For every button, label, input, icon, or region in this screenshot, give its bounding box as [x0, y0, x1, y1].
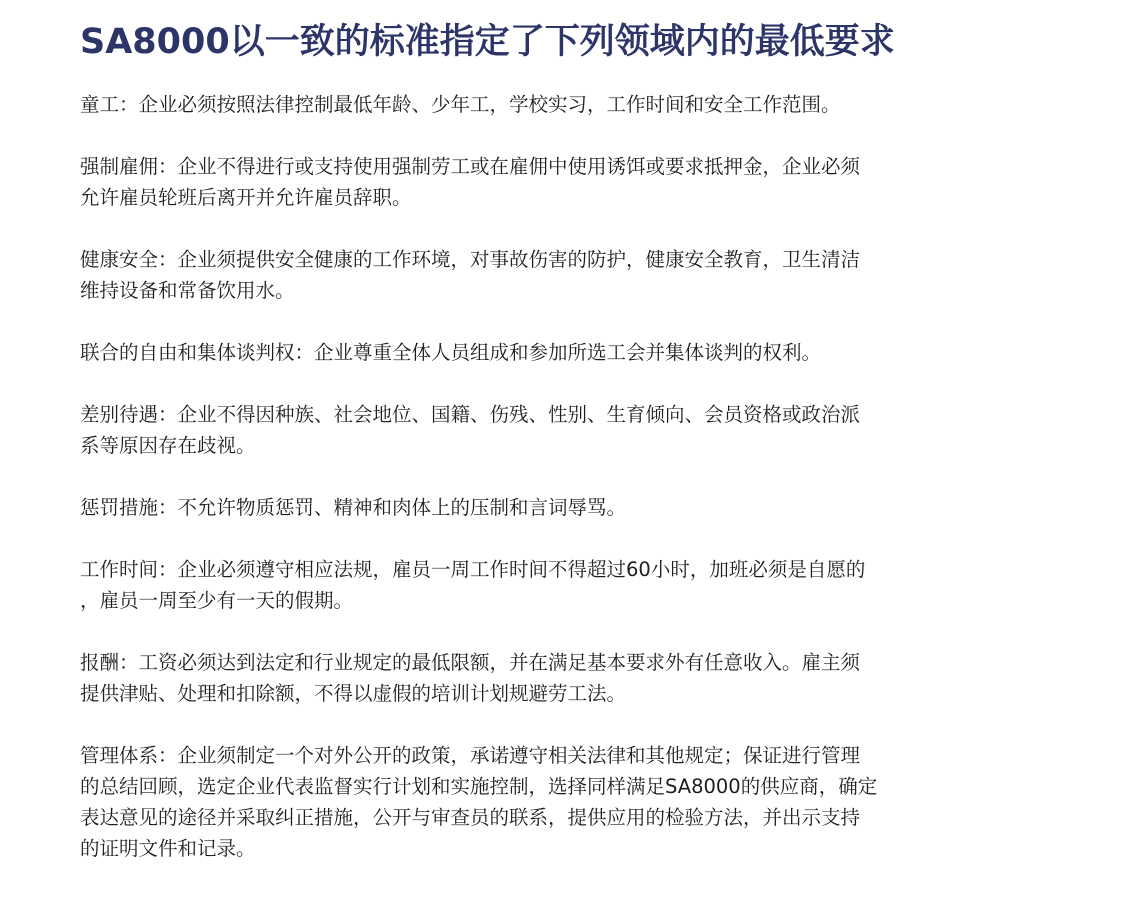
requirement-management-system: 管理体系：企业须制定一个对外公开的政策，承诺遵守相关法律和其他规定；保证进行管理 的总结回顾，选定企业代表监督实行计划和实施控制，选择同样满足SA8000的供应商，确定 表达意见的途径并采取纠正措施，公开与审查员的联系，提供应用的检验方法，并出示支持 的证明文件和记录。 — [80, 744, 878, 860]
requirement-remuneration: 报酬：工资必须达到法定和行业规定的最低限额，并在满足基本要求外有任意收入。雇主须 提供津贴、处理和扣除额，不得以虚假的培训计划规避劳工法。 — [80, 651, 861, 705]
requirements-list — [80, 89, 1055, 864]
page-title: SA8000以一致的标准指定了下列领域内的最低要求 — [80, 22, 895, 62]
requirement-discrimination: 差别待遇：企业不得因种族、社会地位、国籍、伤残、性别、生育倾向、会员资格或政治派 系等原因存在歧视。 — [80, 403, 861, 457]
requirement-health-safety: 健康安全：企业须提供安全健康的工作环境，对事故伤害的防护，健康安全教育，卫生清洁 维持设备和常备饮用水。 — [80, 248, 861, 302]
requirement-working-hours: 工作时间：企业必须遵守相应法规，雇员一周工作时间不得超过60小时，加班必须是自愿的 ，雇员一周至少有一天的假期。 — [80, 558, 866, 612]
requirement-freedom-association: 联合的自由和集体谈判权：企业尊重全体人员组成和参加所选工会并集体谈判的权利。 — [80, 341, 822, 364]
requirement-child-labor: 童工：企业必须按照法律控制最低年龄、少年工，学校实习，工作时间和安全工作范围。 — [80, 93, 841, 116]
requirement-disciplinary-practices: 惩罚措施：不允许物质惩罚、精神和肉体上的压制和言词辱骂。 — [80, 496, 627, 519]
requirement-forced-labor: 强制雇佣：企业不得进行或支持使用强制劳工或在雇佣中使用诱饵或要求抵押金，企业必须 允许雇员轮班后离开并允许雇员辞职。 — [80, 155, 861, 209]
